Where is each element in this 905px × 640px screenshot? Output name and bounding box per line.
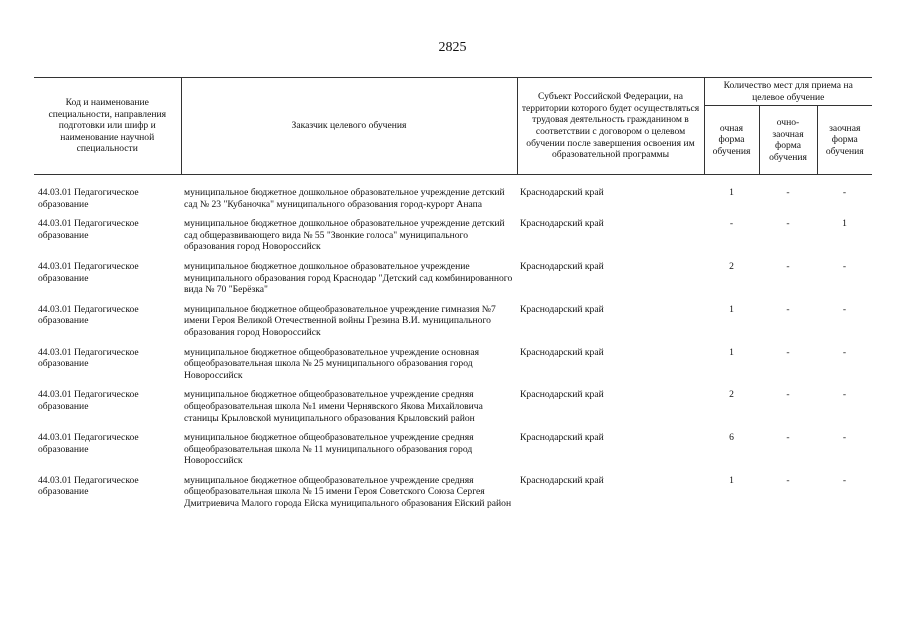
cell-full-time: - xyxy=(729,218,734,230)
cell-part-time: - xyxy=(786,260,790,272)
page-number: 2825 xyxy=(438,40,467,55)
cell-full-time: 1 xyxy=(729,303,734,315)
cell-distance: - xyxy=(842,389,847,401)
table-row xyxy=(34,218,872,261)
cell-region: Краснодарский край xyxy=(520,474,604,486)
header-full-time: очная форма обучения xyxy=(704,106,759,175)
table-row xyxy=(34,475,872,518)
header-part-time: очно-заочная форма обучения xyxy=(759,106,817,175)
cell-code: 44.03.01 Педагогическое образование xyxy=(38,303,139,327)
cell-customer: муниципальное бюджетное общеобразовательное учреждение основная общеобразовательная школа № 25 муниципального образования город Новороссийск xyxy=(184,346,480,381)
table-row xyxy=(34,347,872,390)
table-row xyxy=(34,304,872,347)
cell-part-time: - xyxy=(786,432,790,444)
cell-distance: - xyxy=(842,303,847,315)
cell-code: 44.03.01 Педагогическое образование xyxy=(38,346,139,370)
target-admission-table xyxy=(34,77,872,518)
cell-customer: муниципальное бюджетное общеобразовательное учреждение средняя общеобразовательная школа №1 имени Чернявского Якова Михайловича станицы Крыловской муниципального образования Крыловский район xyxy=(184,389,483,424)
cell-customer: муниципальное бюджетное общеобразовательное учреждение гимназия №7 имени Героя Великой Отечественной войны Грезина В.И. муниципального образования город Новороссийск xyxy=(184,303,496,338)
cell-full-time: 1 xyxy=(729,187,734,198)
cell-distance: - xyxy=(842,432,847,444)
table-row xyxy=(34,175,872,219)
table-header xyxy=(34,78,872,175)
table-body xyxy=(34,175,872,518)
cell-region: Краснодарский край xyxy=(520,260,604,272)
cell-part-time: - xyxy=(786,303,790,315)
table-row xyxy=(34,261,872,304)
cell-region: Краснодарский край xyxy=(520,187,604,198)
cell-distance: - xyxy=(842,187,847,198)
cell-code: 44.03.01 Педагогическое образование xyxy=(38,389,139,412)
cell-part-time: - xyxy=(786,187,790,198)
cell-region: Краснодарский край xyxy=(520,303,604,315)
header-customer: Заказчик целевого обучения xyxy=(181,78,517,175)
cell-full-time: 1 xyxy=(729,346,734,358)
cell-part-time: - xyxy=(786,218,790,230)
cell-code: 44.03.01 Педагогическое образование xyxy=(38,432,139,455)
header-distance: заочная форма обучения xyxy=(817,106,872,175)
table-row xyxy=(34,389,872,432)
cell-customer: муниципальное бюджетное общеобразовательное учреждение средняя общеобразовательная школа № 15 имени Героя Советского Союза Сергея Дмитриевича Малого города Ейска муниципального образования Ейский район xyxy=(184,474,512,510)
cell-customer: муниципальное бюджетное дошкольное образовательное учреждение детский сад общеразвивающего вида № 55 "Звонкие голоса" муниципального образования город Новороссийск xyxy=(184,218,505,253)
cell-part-time: - xyxy=(786,346,790,358)
cell-code: 44.03.01 Педагогическое образование xyxy=(38,260,139,284)
header-places: Количество мест для приема на целевое обучение xyxy=(704,78,872,106)
cell-region: Краснодарский край xyxy=(520,389,604,401)
table-row xyxy=(34,432,872,475)
cell-code: 44.03.01 Педагогическое образование xyxy=(38,474,139,498)
cell-code: 44.03.01 Педагогическое образование xyxy=(38,187,139,210)
cell-customer: муниципальное бюджетное дошкольное образовательное учреждение детский сад № 23 "Кубаночка" муниципального образования город-курорт Анапа xyxy=(184,187,505,210)
cell-region: Краснодарский край xyxy=(520,218,604,230)
cell-region: Краснодарский край xyxy=(520,346,604,358)
cell-distance: - xyxy=(842,260,847,272)
cell-region: Краснодарский край xyxy=(520,432,604,444)
cell-full-time: 1 xyxy=(729,474,734,486)
cell-full-time: 2 xyxy=(729,389,734,401)
cell-full-time: 6 xyxy=(729,432,734,444)
cell-distance: 1 xyxy=(842,218,847,230)
cell-distance: - xyxy=(842,346,847,358)
cell-distance: - xyxy=(842,474,847,486)
cell-customer: муниципальное бюджетное дошкольное образовательное учреждение муниципального образования город Краснодар "Детский сад комбинированного вида № 70 "Берёзка" xyxy=(184,260,513,296)
cell-customer: муниципальное бюджетное общеобразовательное учреждение средняя общеобразовательная школа № 11 муниципального образования город Новороссийск xyxy=(184,432,474,467)
header-region: Субъект Российской Федерации, на территории которого будет осуществляться трудовая деятельность гражданином в соответствии с договором о целевом обучении после завершения освоения им образовательной программы xyxy=(517,78,704,175)
header-code: Код и наименование специальности, направления подготовки или шифр и наименование научной специальности xyxy=(34,78,181,175)
cell-full-time: 2 xyxy=(729,260,734,272)
cell-part-time: - xyxy=(786,474,790,486)
cell-code: 44.03.01 Педагогическое образование xyxy=(38,218,139,241)
cell-part-time: - xyxy=(786,389,790,401)
